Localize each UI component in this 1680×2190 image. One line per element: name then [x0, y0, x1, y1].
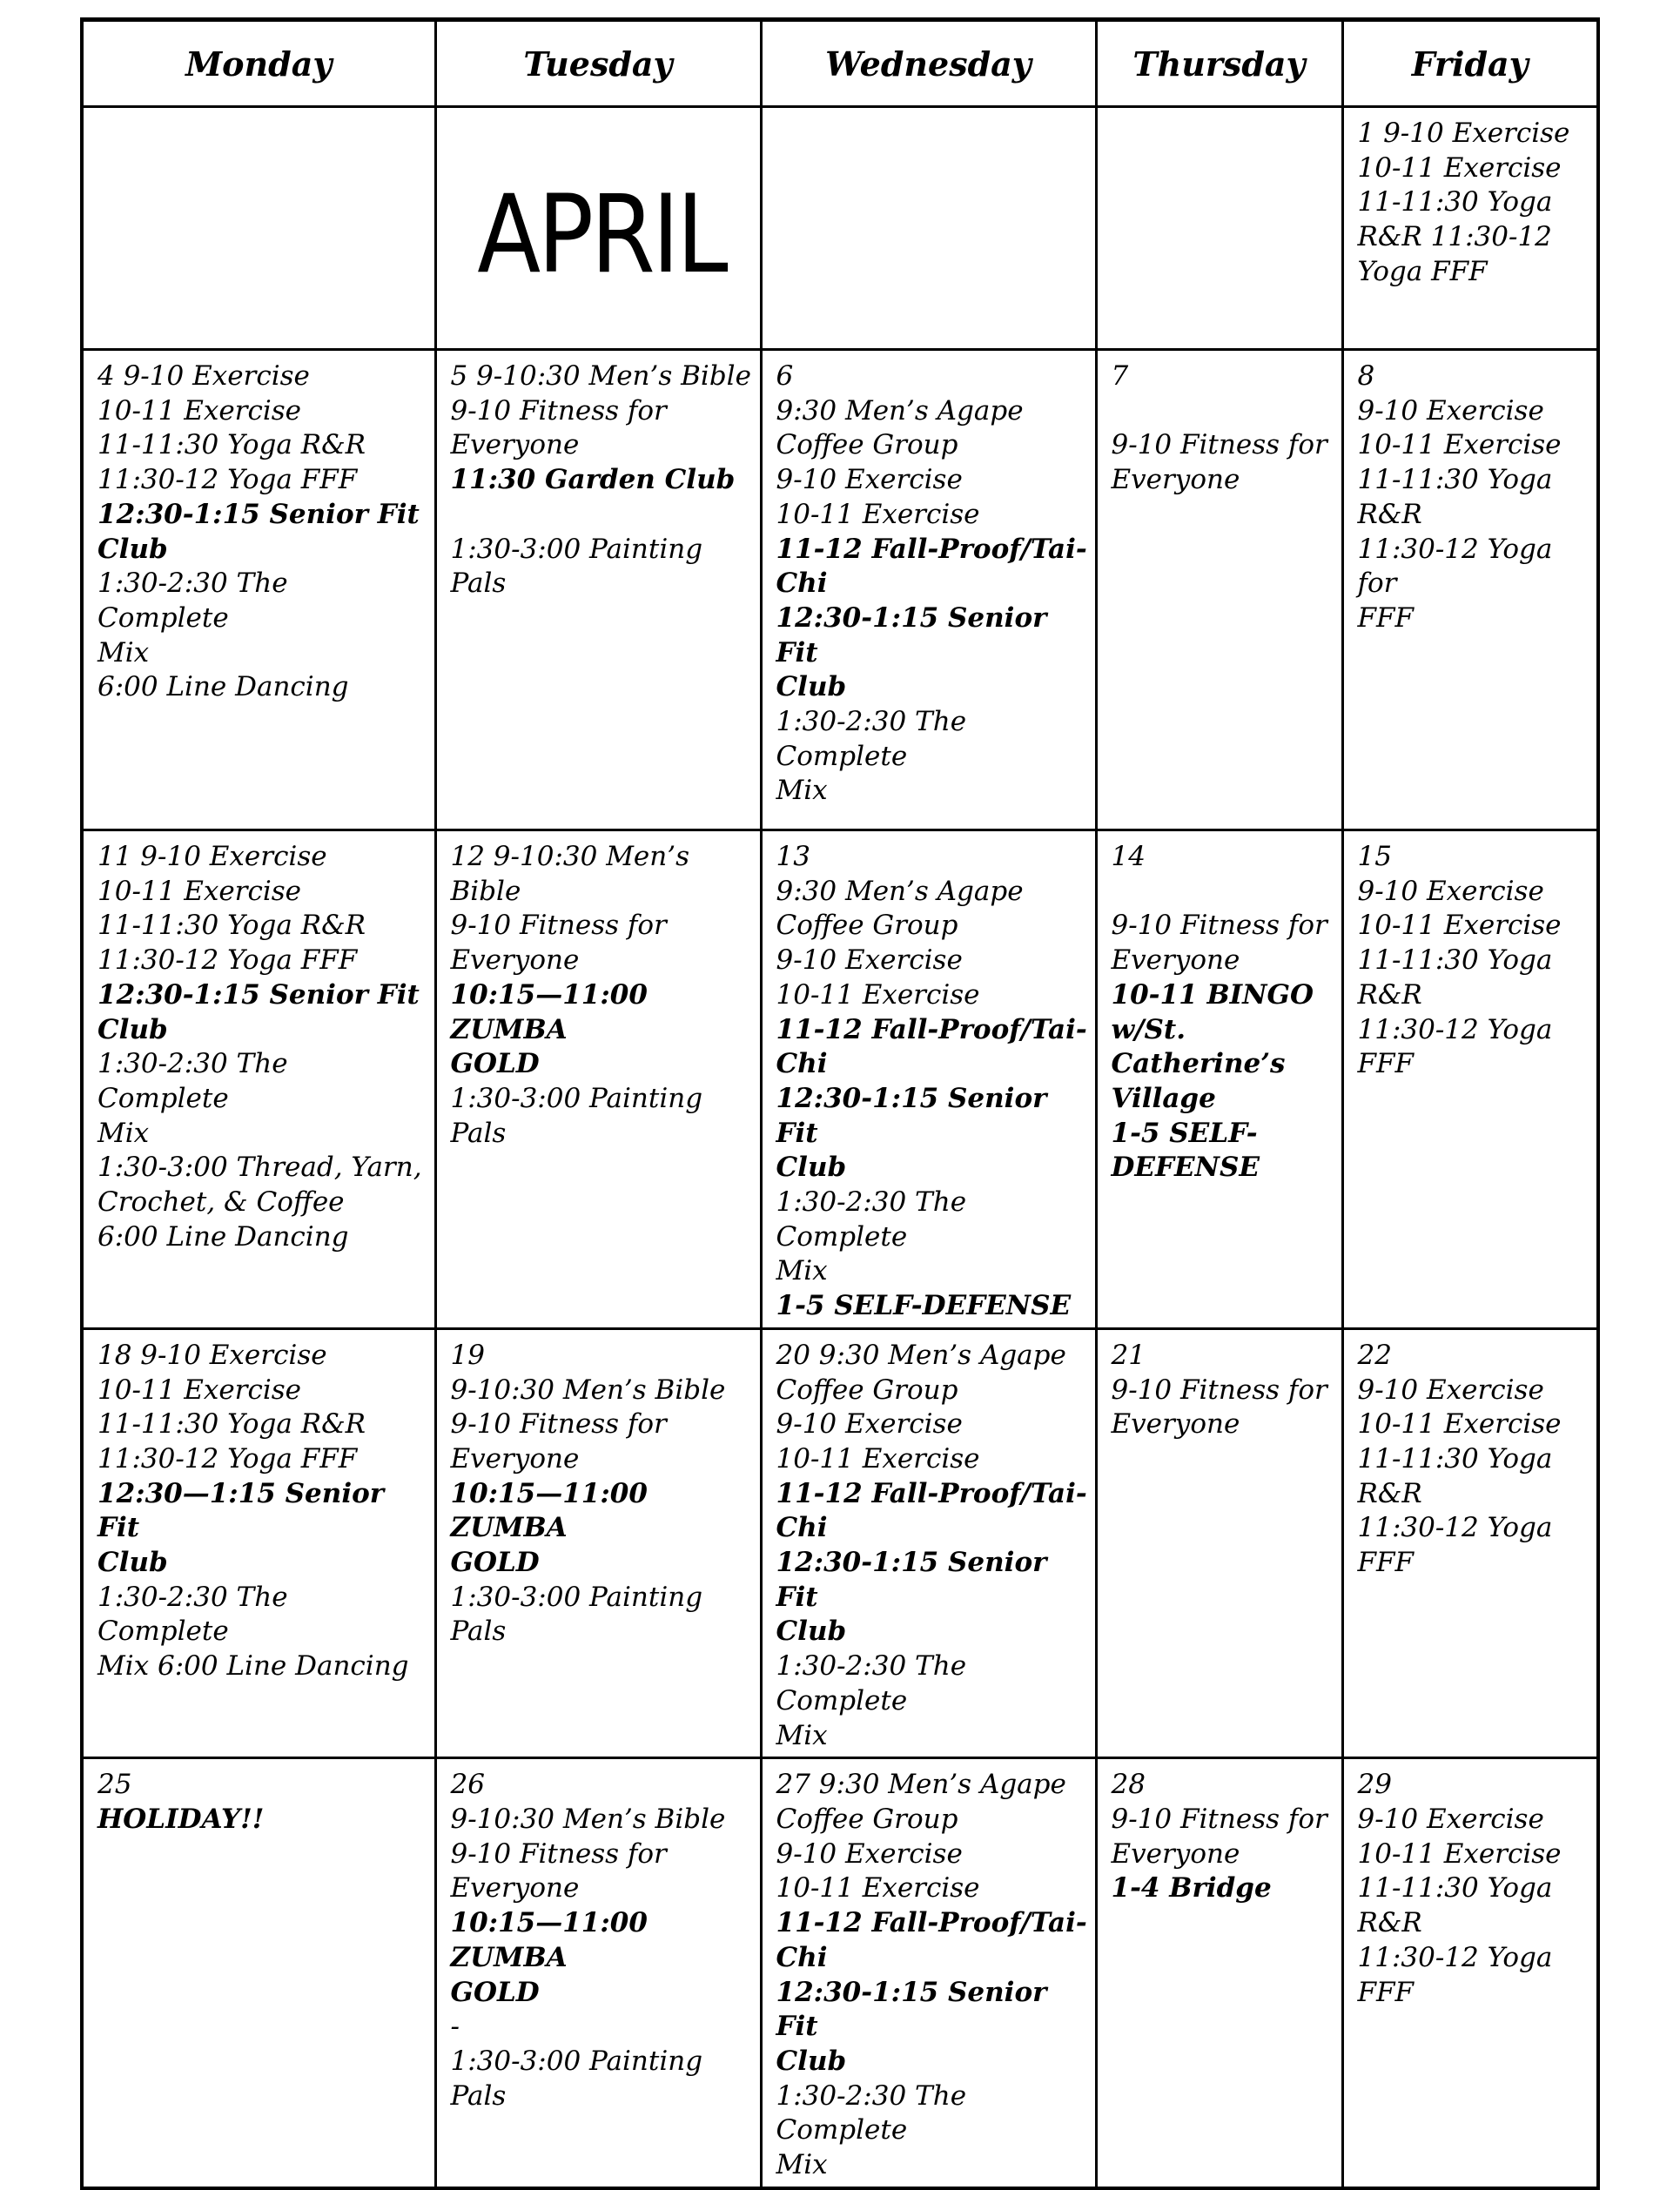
calendar-entry: 12:30—1:15 Senior Fit: [97, 1477, 385, 1544]
calendar-entry: 22: [1357, 1339, 1392, 1371]
calendar-entry: 11-11:30 Yoga R&R: [97, 910, 366, 942]
day-entries: [97, 1768, 427, 1837]
day-entries: [451, 1768, 753, 2113]
calendar-entry: 11:30-12 Yoga: [1357, 1941, 1553, 1973]
calendar-entry: 9-10 Fitness for: [450, 1837, 667, 1870]
calendar-day-cell-monday: [82, 350, 435, 830]
calendar-entry: 15: [1357, 841, 1392, 872]
calendar-entry: 19: [450, 1339, 485, 1371]
calendar-entry: 11-11:30 Yoga R&R: [97, 1408, 366, 1441]
calendar-entry: 1-5 SELF-DEFENSE: [776, 1290, 1072, 1322]
calendar-entry: 1:30-2:30 The Complete: [776, 706, 967, 772]
calendar-entry: FFF: [1357, 601, 1415, 634]
calendar-entry: DEFENSE: [1111, 1152, 1260, 1184]
calendar-entry: 4 9-10 Exercise: [97, 360, 310, 392]
calendar-entry: 9-10 Fitness for: [450, 1408, 667, 1441]
calendar-entry: 12:30-1:15 Senior Fit: [776, 1976, 1047, 2043]
calendar-entry: Mix: [776, 1719, 828, 1751]
calendar-day-cell-wednesday: [761, 1328, 1096, 1757]
calendar-entry: GOLD: [450, 1547, 540, 1579]
calendar-entry: 28: [1111, 1769, 1146, 1801]
calendar-entry: 11-11:30 Yoga: [1357, 186, 1553, 218]
calendar-day-cell-tuesday: [435, 1758, 761, 2188]
calendar-entry: 1:30-2:30 The Complete: [97, 1581, 288, 1648]
calendar-day-cell-tuesday: [435, 830, 761, 1329]
calendar-entry: 1:30-3:00 Thread, Yarn,: [97, 1152, 422, 1184]
calendar-entry: w/St. Catherine’s: [1111, 1013, 1286, 1080]
calendar-entry: 5 9-10:30 Men’s Bible: [450, 360, 751, 392]
calendar-entry: FFF: [1357, 1976, 1415, 2008]
calendar-entry: Club: [776, 2045, 847, 2077]
calendar-entry: 12:30-1:15 Senior Fit: [776, 1082, 1047, 1149]
calendar-day-cell-thursday: [1096, 107, 1342, 350]
calendar-entry: 8: [1357, 360, 1375, 392]
weekday-header-thursday: Thursday: [1096, 20, 1342, 107]
calendar-entry: Mix: [776, 1255, 828, 1287]
calendar-entry: 9-10 Fitness for: [1111, 910, 1327, 942]
calendar-day-cell-tuesday: [435, 1328, 761, 1757]
day-entries: [1112, 359, 1334, 498]
calendar-entry: Chi: [776, 1048, 828, 1080]
calendar-entry: GOLD: [450, 1976, 540, 2008]
calendar-entry: 1 9-10 Exercise: [1357, 118, 1570, 149]
calendar-entry: R&R: [1357, 978, 1422, 1011]
calendar-entry: Everyone: [450, 429, 580, 461]
calendar-entry: 1:30-2:30 The Complete: [776, 1650, 967, 1716]
calendar-day-cell-friday: [1342, 350, 1598, 830]
calendar-entry: 6:00 Line Dancing: [97, 671, 349, 703]
calendar-day-cell-thursday: [1096, 830, 1342, 1329]
calendar-entry: 11-12 Fall-Proof/Tai-: [776, 1013, 1087, 1045]
calendar-entry: 9-10:30 Men’s Bible: [450, 1374, 726, 1406]
calendar-entry: Everyone: [450, 1872, 580, 1904]
day-entries: [451, 840, 753, 1151]
calendar-entry: 11:30-12 Yoga FFF: [97, 464, 358, 496]
calendar-entry: 10-11 Exercise: [97, 1374, 302, 1406]
day-entries: [1358, 840, 1590, 1082]
calendar-day-cell-thursday: [1096, 1328, 1342, 1757]
calendar-entry: Club: [776, 1616, 847, 1648]
calendar-entry: 11:30-12 Yoga: [1357, 1512, 1553, 1544]
calendar-entry: 1:30-2:30 The Complete: [97, 568, 288, 634]
calendar-entry: Coffee Group: [776, 910, 958, 942]
calendar-day-cell-monday: [82, 830, 435, 1329]
calendar-entry: 9-10 Fitness for: [450, 910, 667, 942]
calendar-entry: Chi: [776, 1512, 828, 1544]
calendar-entry: 1:30-2:30 The Complete: [97, 1048, 288, 1114]
calendar-entry: [1112, 394, 1334, 429]
calendar-entry: 12:30-1:15 Senior Fit: [776, 601, 1047, 668]
calendar-entry: Yoga FFF: [1357, 255, 1488, 287]
calendar-entry: 9-10 Exercise: [776, 1408, 963, 1441]
calendar-entry: 9-10 Exercise: [1357, 1374, 1544, 1406]
calendar-entry: 1:30-2:30 The Complete: [776, 2079, 967, 2146]
calendar-week-row: [82, 350, 1598, 830]
calendar-entry: 9-10 Fitness for: [1111, 429, 1327, 461]
calendar-entry: R&R: [1357, 498, 1422, 530]
calendar-entry: 12 9-10:30 Men’s Bible: [450, 841, 690, 907]
calendar-entry: R&R: [1357, 1477, 1422, 1509]
day-entries: [1358, 1768, 1590, 2010]
weekday-header-friday: Friday: [1342, 20, 1598, 107]
calendar-day-cell-thursday: [1096, 350, 1342, 830]
calendar-day-cell-friday: [1342, 1328, 1598, 1757]
calendar-entry: 11:30 Garden Club: [450, 464, 736, 496]
calendar-entry: Club: [97, 1547, 168, 1579]
calendar-week-row: [82, 830, 1598, 1329]
calendar-table: [80, 17, 1600, 2190]
calendar-entry: 11-11:30 Yoga: [1357, 1442, 1553, 1475]
calendar-entry: 10-11 Exercise: [1357, 151, 1562, 184]
calendar-entry: 12:30-1:15 Senior Fit: [97, 498, 420, 530]
calendar-entry: HOLIDAY!!: [97, 1803, 265, 1835]
calendar-entry: 10-11 Exercise: [776, 1442, 980, 1475]
calendar-entry: 11:30-12 Yoga: [1357, 1013, 1553, 1045]
calendar-entry: [451, 498, 753, 533]
calendar-entry: 26: [450, 1769, 485, 1801]
calendar-entry: 10-11 Exercise: [1357, 429, 1562, 461]
calendar-entry: 11:30-12 Yoga FFF: [97, 944, 358, 977]
day-entries: [97, 359, 427, 705]
calendar-entry: 10-11 Exercise: [97, 875, 302, 907]
calendar-entry: 1-4 Bridge: [1111, 1872, 1272, 1904]
calendar-entry: 1:30-3:00 Painting Pals: [450, 1581, 703, 1648]
calendar-entry: Village: [1111, 1082, 1216, 1114]
calendar-entry: 6:00 Line Dancing: [97, 1220, 349, 1253]
calendar-entry: 1-5 SELF-: [1111, 1117, 1258, 1149]
calendar-entry: R&R: [1357, 1907, 1422, 1939]
calendar-entry: 9-10 Exercise: [1357, 1803, 1544, 1835]
calendar-entry: 13: [776, 841, 810, 872]
calendar-entry: Mix: [97, 1117, 150, 1149]
day-entries: [1358, 359, 1590, 636]
calendar-entry: GOLD: [450, 1048, 540, 1080]
calendar-entry: -: [450, 2011, 460, 2043]
calendar-entry: Chi: [776, 568, 828, 600]
day-entries: [1358, 117, 1590, 290]
calendar-entry: 11:30-12 Yoga FFF: [97, 1442, 358, 1475]
month-title: APRIL: [477, 172, 726, 298]
calendar-entry: 12:30-1:15 Senior Fit: [776, 1547, 1047, 1613]
calendar-day-cell-friday: [1342, 1758, 1598, 2188]
calendar-entry: 12:30-1:15 Senior Fit: [97, 978, 420, 1011]
calendar-day-cell-monday: [82, 1758, 435, 2188]
calendar-entry: Mix: [97, 636, 150, 668]
day-entries: [97, 1339, 427, 1684]
calendar-entry: Everyone: [1111, 464, 1240, 496]
calendar-entry: 9-10 Fitness for: [450, 394, 667, 427]
calendar-entry: 10-11 Exercise: [1357, 910, 1562, 942]
calendar-entry: 9-10 Exercise: [776, 1837, 963, 1870]
day-entries: [451, 359, 753, 601]
calendar-entry: 9-10 Exercise: [1357, 875, 1544, 907]
calendar-entry: Crochet, & Coffee: [97, 1186, 345, 1219]
calendar-entry: 29: [1357, 1769, 1392, 1801]
calendar-entry: FFF: [1357, 1048, 1415, 1080]
calendar-entry: 9-10 Fitness for: [1111, 1374, 1327, 1406]
day-entries: [451, 1339, 753, 1649]
calendar-day-cell-wednesday: [761, 107, 1096, 350]
calendar-day-cell-wednesday: [761, 1758, 1096, 2188]
calendar-entry: Mix 6:00 Line Dancing: [97, 1650, 409, 1683]
calendar-entry: 9-10 Exercise: [776, 944, 963, 977]
weekday-header-monday: Monday: [82, 20, 435, 107]
calendar-week-row: [82, 1758, 1598, 2188]
calendar-entry: Club: [776, 1152, 847, 1184]
calendar-week-row: [82, 1328, 1598, 1757]
calendar-entry: 1:30-3:00 Painting Pals: [450, 533, 703, 600]
calendar-entry: 11-11:30 Yoga R&R: [97, 429, 366, 461]
calendar-entry: Coffee Group: [776, 1374, 958, 1406]
calendar-entry: Coffee Group: [776, 1803, 958, 1835]
calendar-entry: 14: [1111, 841, 1146, 872]
day-entries: [1358, 1339, 1590, 1581]
calendar-entry: Mix: [776, 2149, 828, 2181]
calendar-entry: 9:30 Men’s Agape: [776, 875, 1024, 907]
day-entries: [1112, 1768, 1334, 1906]
calendar-entry: 11-11:30 Yoga: [1357, 464, 1553, 496]
calendar-day-cell-tuesday: [435, 107, 761, 350]
calendar-day-cell-friday: [1342, 107, 1598, 350]
calendar-entry: 1:30-3:00 Painting Pals: [450, 1082, 703, 1149]
day-entries: [776, 1768, 1088, 2182]
calendar-entry: 9-10 Fitness for: [1111, 1803, 1327, 1835]
calendar-entry: Club: [97, 1013, 168, 1045]
calendar-entry: 10-11 Exercise: [1357, 1408, 1562, 1441]
day-entries: [1112, 840, 1334, 1186]
calendar-day-cell-monday: [82, 107, 435, 350]
calendar-entry: 9:30 Men’s Agape: [776, 394, 1024, 427]
calendar-entry: 18 9-10 Exercise: [97, 1339, 327, 1371]
calendar-entry: 10-11 Exercise: [776, 1872, 980, 1904]
calendar-day-cell-tuesday: [435, 350, 761, 830]
calendar-entry: Everyone: [450, 1442, 580, 1475]
calendar-entry: 11-11:30 Yoga: [1357, 944, 1553, 977]
calendar-entry: 25: [97, 1769, 132, 1801]
calendar-entry: Chi: [776, 1941, 828, 1973]
calendar-day-cell-friday: [1342, 830, 1598, 1329]
calendar-entry: 10:15—11:00 ZUMBA: [450, 1907, 648, 1973]
day-entries: [97, 840, 427, 1254]
calendar-week-row: [82, 107, 1598, 350]
calendar-entry: Everyone: [1111, 1408, 1240, 1441]
calendar-entry: 9-10 Exercise: [1357, 394, 1544, 427]
calendar-entry: FFF: [1357, 1547, 1415, 1579]
weekday-header-wednesday: Wednesday: [761, 20, 1096, 107]
calendar-day-cell-wednesday: [761, 830, 1096, 1329]
calendar-entry: 10:15—11:00 ZUMBA: [450, 978, 648, 1045]
day-entries: [776, 840, 1088, 1324]
calendar-entry: 11 9-10 Exercise: [97, 841, 327, 872]
calendar-entry: 10-11 BINGO: [1111, 978, 1314, 1011]
day-entries: [1112, 1339, 1334, 1442]
calendar-entry: 21: [1111, 1339, 1146, 1371]
calendar-entry: 10-11 Exercise: [776, 978, 980, 1011]
weekday-header-row: [82, 20, 1598, 107]
day-entries: [776, 1339, 1088, 1753]
calendar-entry: 10:15—11:00 ZUMBA: [450, 1477, 648, 1544]
calendar-day-cell-thursday: [1096, 1758, 1342, 2188]
calendar-day-cell-wednesday: [761, 350, 1096, 830]
calendar-entry: Club: [97, 533, 168, 565]
calendar-entry: 20 9:30 Men’s Agape: [776, 1339, 1066, 1371]
calendar-entry: Everyone: [450, 944, 580, 977]
calendar-entry: 10-11 Exercise: [97, 394, 302, 427]
calendar-day-cell-monday: [82, 1328, 435, 1757]
calendar-entry: 1:30-2:30 The Complete: [776, 1186, 967, 1253]
calendar-entry: 1:30-3:00 Painting Pals: [450, 2045, 703, 2112]
calendar-entry: 9-10 Exercise: [776, 464, 963, 496]
calendar-entry: 27 9:30 Men’s Agape: [776, 1769, 1066, 1801]
calendar-entry: Mix: [776, 775, 828, 807]
calendar-entry: 11-11:30 Yoga: [1357, 1872, 1553, 1904]
calendar-entry: 9-10:30 Men’s Bible: [450, 1803, 726, 1835]
calendar-entry: R&R 11:30-12: [1357, 221, 1552, 253]
calendar-entry: 10-11 Exercise: [776, 498, 980, 530]
calendar-entry: 11-12 Fall-Proof/Tai-: [776, 533, 1087, 565]
calendar-entry: 7: [1111, 360, 1129, 392]
calendar-entry: Everyone: [1111, 944, 1240, 977]
calendar-entry: Coffee Group: [776, 429, 958, 461]
calendar-entry: Club: [776, 671, 847, 703]
calendar-entry: 6: [776, 360, 794, 392]
calendar-entry: 10-11 Exercise: [1357, 1837, 1562, 1870]
calendar-entry: 11-12 Fall-Proof/Tai-: [776, 1907, 1087, 1939]
calendar-entry: Everyone: [1111, 1837, 1240, 1870]
day-entries: [776, 359, 1088, 809]
weekday-header-tuesday: Tuesday: [435, 20, 761, 107]
calendar-entry: [1112, 875, 1334, 910]
calendar-entry: 11-12 Fall-Proof/Tai-: [776, 1477, 1087, 1509]
calendar-entry: 11:30-12 Yoga for: [1357, 533, 1553, 600]
